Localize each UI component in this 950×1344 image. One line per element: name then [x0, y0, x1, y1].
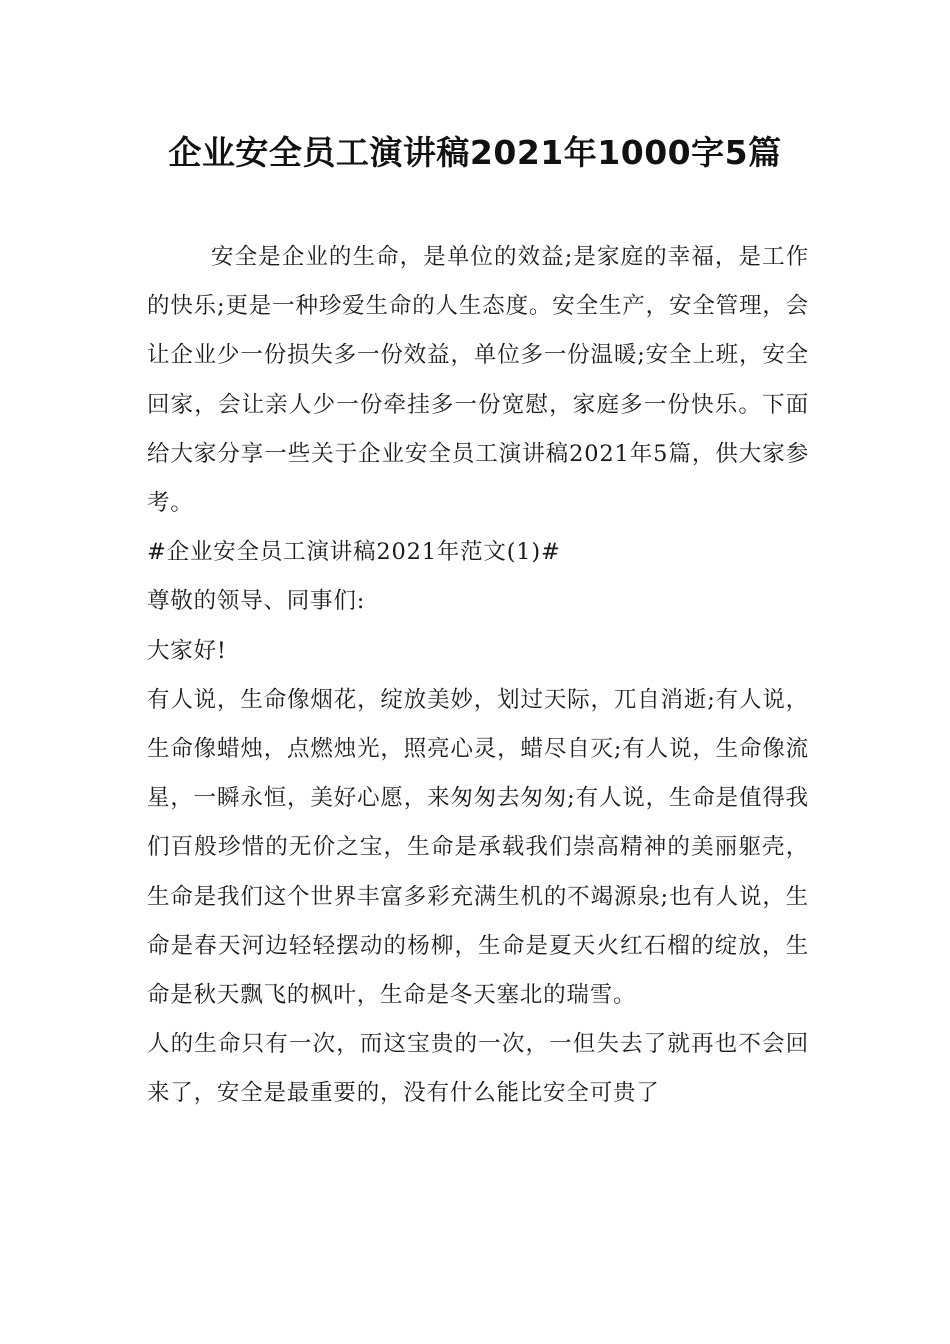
salutation: 尊敬的领导、同事们:: [147, 588, 366, 615]
body-paragraph: 有人说，生命像烟花，绽放美妙，划过天际，兀自消逝;有人说，生命像蜡烛，点燃烛光，照亮心灵，蜡尽自灭;有人说，生命像流星，一瞬永恒，美好心愿，来匆匆去匆匆;有人说，生命是值得我们百般珍惜的无价之宝，生命是承载我们崇高精神的美丽躯壳，生命是我们这个世界丰富多彩充满生机的不竭源泉;也有人说，生命是春天河边轻轻摆动的杨柳，生命是夏天火红石榴的绽放，生命是秋天飘飞的枫叶，生命是冬天塞北的瑞雪。: [147, 686, 809, 1009]
section-heading: #企业安全员工演讲稿2021年范文(1)#: [147, 539, 561, 566]
document-title: 企业安全员工演讲稿2021年1000字5篇: [168, 133, 782, 172]
body-paragraph: 人的生命只有一次，而这宝贵的一次，一但失去了就再也不会回来了，安全是最重要的，没有什么能比安全可贵了: [147, 1031, 809, 1107]
greeting: 大家好!: [147, 637, 227, 664]
document-body: [147, 233, 809, 1119]
intro-paragraph: 安全是企业的生命，是单位的效益;是家庭的幸福，是工作的快乐;更是一种珍爱生命的人生态度。安全生产，安全管理，会让企业少一份损失多一份效益，单位多一份温暖;安全上班，安全回家，会让亲人少一份牵挂多一份宽慰，家庭多一份快乐。下面给大家分享一些关于企业安全员工演讲稿2021年5篇，供大家参考。: [147, 244, 809, 517]
